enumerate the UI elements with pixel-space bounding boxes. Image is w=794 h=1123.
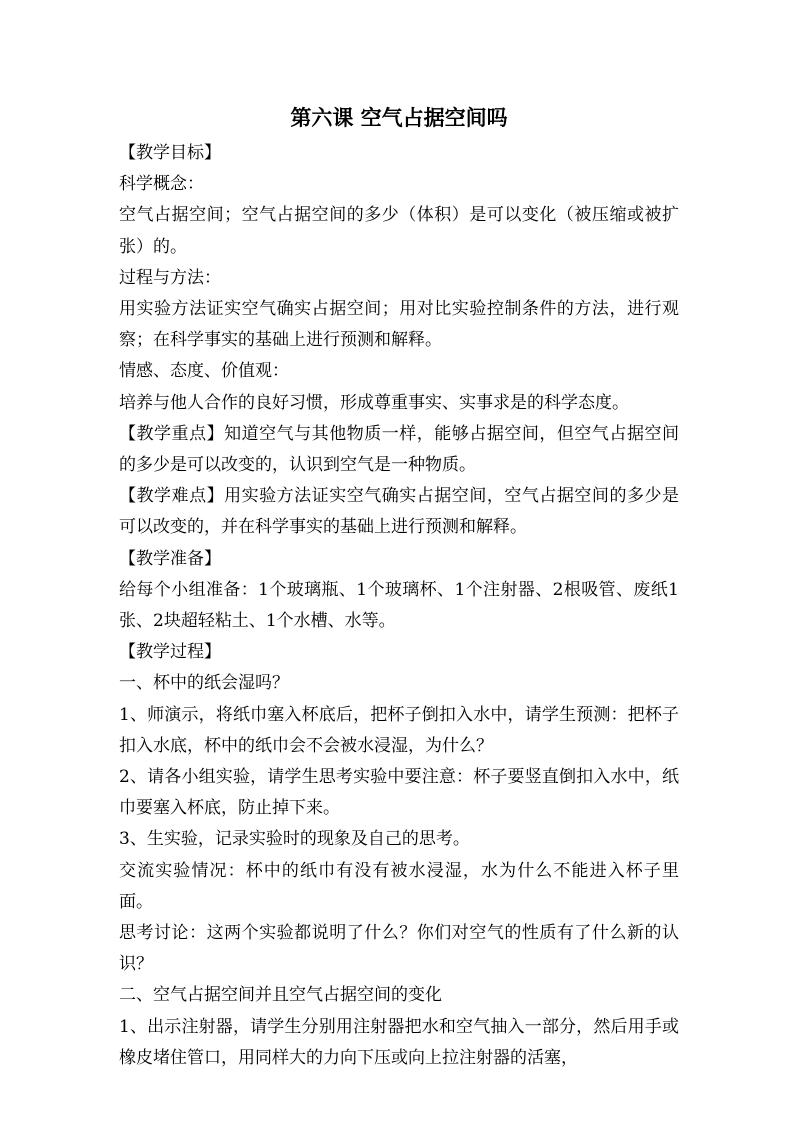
page-title: 第六课 空气占据空间吗: [290, 106, 508, 130]
paragraph-difficulties: 【教学难点】用实验方法证实空气确实占据空间，空气占据空间的多少是可以改变的，并在科学事实的基础上进行预测和解释。: [119, 486, 679, 538]
subheading-part-one: 一、杯中的纸会湿吗？: [119, 673, 289, 694]
subheading-part-two: 二、空气占据空间并且空气占据空间的变化: [119, 985, 442, 1006]
paragraph-key-points: 【教学重点】知道空气与其他物质一样，能够占据空间，但空气占据空间的多少是可以改变的，认识到空气是一种物质。: [119, 423, 679, 476]
paragraph-step-2: 2、请各小组实验，请学生思考实验中要注意：杯子要竖直倒扣入水中，纸巾要塞入杯底，防止掉下来。: [119, 767, 679, 819]
body-text: [119, 138, 679, 1074]
paragraph-concept: 空气占据空间；空气占据空间的多少（体积）是可以变化（被压缩或被扩张）的。: [119, 205, 679, 257]
subheading-process-method: 过程与方法：: [119, 267, 221, 288]
paragraph-preparation: 给每个小组准备：1个玻璃瓶、1个玻璃杯、1个注射器、2根吸管、废纸1张、2块超轻粘土、1个水槽、水等。: [119, 579, 679, 632]
subheading-attitude: 情感、态度、价值观：: [119, 361, 289, 382]
paragraph-exchange: 交流实验情况：杯中的纸巾有没有被水浸湿，水为什么不能进入杯子里面。: [119, 860, 679, 912]
paragraph-step-1: 1、师演示，将纸巾塞入杯底后，把杯子倒扣入水中，请学生预测：把杯子扣入水底，杯中的纸巾会不会被水浸湿，为什么？: [119, 704, 679, 756]
subheading-science-concept: 科学概念：: [119, 174, 204, 195]
section-heading-process: 【教学过程】: [119, 642, 221, 663]
paragraph-syringe: 1、出示注射器，请学生分别用注射器把水和空气抽入一部分，然后用手或橡皮堵住管口，用同样大的力向下压或向上拉注射器的活塞，: [119, 1016, 679, 1068]
paragraph-step-3: 3、生实验，记录实验时的现象及自己的思考。: [119, 829, 470, 850]
paragraph-method: 用实验方法证实空气确实占据空间；用对比实验控制条件的方法，进行观察；在科学事实的基础上进行预测和解释。: [119, 299, 679, 351]
paragraph-discussion: 思考讨论：这两个实验都说明了什么？你们对空气的性质有了什么新的认识？: [119, 923, 679, 975]
section-heading-objectives: 【教学目标】: [119, 143, 221, 163]
document-page: [119, 98, 679, 1074]
section-heading-preparation: 【教学准备】: [119, 548, 221, 569]
paragraph-attitude: 培养与他人合作的良好习惯，形成尊重事实、实事求是的科学态度。: [119, 392, 629, 413]
